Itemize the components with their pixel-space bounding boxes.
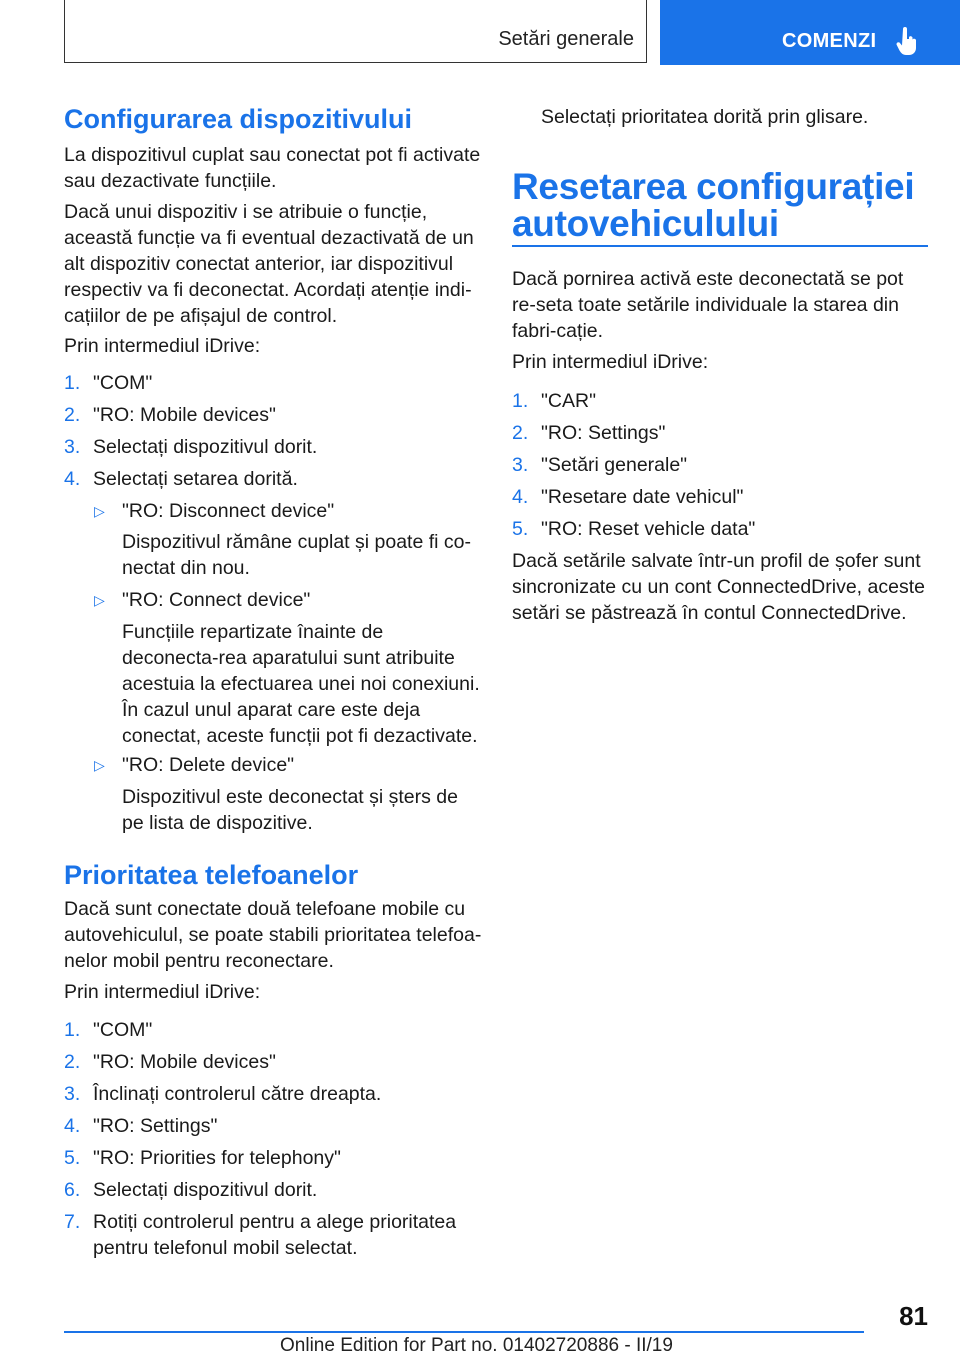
step-number: 1. (512, 390, 529, 412)
paragraph: Dacă pornirea activă este deconectată se pot re-seta toate setările individuale la starea din fabri-cație. (512, 268, 904, 342)
step-number: 1. (64, 372, 81, 394)
step-text: Selectați setarea dorită. (93, 468, 298, 490)
paragraph: Dacă sunt conectate două telefoane mobile cu autovehiculul, se poate stabili prioritatea telefoa-nelor mobil pentru reconectare. (64, 898, 482, 972)
step-number: 5. (512, 518, 529, 540)
paragraph: Dacă setările salvate într-un profil de șofer sunt sincronizate cu un cont ConnectedDrive, aceste setări se păstrează în contul ConnectedDrive. (512, 550, 925, 624)
option-label: "RO: Disconnect device" (122, 500, 335, 522)
step-text: "RO: Settings" (541, 422, 666, 444)
paragraph: La dispozitivul cuplat sau conectat pot fi activate sau dezactivate funcțiile. (64, 144, 481, 192)
bullet-triangle-icon: ▷ (94, 592, 105, 608)
step-text: Rotiți controlerul pentru a alege prioritatea (93, 1211, 457, 1233)
heading-underline (512, 245, 928, 247)
option-description: Funcțiile repartizate înainte de deconecta-rea aparatului sunt atribuite acestuia la efectuarea unei noi conexiuni. În cazul unul aparat care este deja conectat, aceste funcții pot fi dezactivate. (122, 621, 480, 747)
step-text: Selectați dispozitivul dorit. (93, 436, 318, 458)
step-number: 1. (64, 1019, 81, 1041)
step-number: 3. (64, 1083, 81, 1105)
header-section-box (64, 0, 647, 63)
step-text: pentru telefonul mobil selectat. (93, 1237, 358, 1259)
step-number: 2. (64, 1051, 81, 1073)
paragraph: Dacă unui dispozitiv i se atribuie o funcție, această funcție va fi eventual dezactivată de un alt dispozitiv conectat anterior, iar dispozitivul respectiv va fi deconectat. Acordați atenție indi-cațiilor de pe afișajul de control. (64, 201, 474, 327)
paragraph: Selectați prioritatea dorită prin glisare. (541, 106, 869, 128)
step-number: 2. (64, 404, 81, 426)
chapter-tab-label: COMENZI (782, 30, 877, 52)
step-text: "CAR" (541, 390, 597, 412)
step-text: "COM" (93, 372, 153, 394)
step-text: "RO: Priorities for telephony" (93, 1147, 341, 1169)
section-heading-phone-priority: Prioritatea telefoanelor (64, 860, 359, 890)
chapter-heading-line2: autovehiculului (512, 203, 779, 244)
step-number: 4. (512, 486, 529, 508)
option-label: "RO: Connect device" (122, 589, 311, 611)
step-number: 3. (64, 436, 81, 458)
step-text: "Resetare date vehicul" (541, 486, 744, 508)
step-text: "RO: Reset vehicle data" (541, 518, 756, 540)
step-number: 4. (64, 468, 81, 490)
step-number: 7. (64, 1211, 81, 1233)
bullet-triangle-icon: ▷ (94, 757, 105, 773)
chapter-tab[interactable] (660, 0, 960, 65)
section-title: Setări generale (498, 28, 634, 50)
step-text: Selectați dispozitivul dorit. (93, 1179, 318, 1201)
footer-edition: Online Edition for Part no. 01402720886 - II/19 (280, 1335, 673, 1356)
step-text: "Setări generale" (541, 454, 688, 476)
section-heading-device-config: Configurarea dispozitivului (64, 104, 413, 134)
hand-pointer-icon (896, 27, 918, 55)
option-label: "RO: Delete device" (122, 754, 295, 776)
paragraph: Prin intermediul iDrive: (64, 981, 261, 1003)
step-number: 2. (512, 422, 529, 444)
bullet-triangle-icon: ▷ (94, 503, 105, 519)
step-text: "RO: Mobile devices" (93, 404, 276, 426)
step-number: 5. (64, 1147, 81, 1169)
chapter-heading-line1: Resetarea configurației (512, 166, 915, 207)
paragraph: Prin intermediul iDrive: (512, 351, 709, 373)
step-number: 3. (512, 454, 529, 476)
step-text: "RO: Mobile devices" (93, 1051, 276, 1073)
step-number: 4. (64, 1115, 81, 1137)
step-number: 6. (64, 1179, 81, 1201)
step-text: "RO: Settings" (93, 1115, 218, 1137)
option-description: Dispozitivul este deconectat și șters de pe lista de dispozitive. (122, 786, 458, 834)
footer-rule (64, 1331, 864, 1333)
option-description: Dispozitivul rămâne cuplat și poate fi co-nectat din nou. (122, 531, 471, 579)
page-number: 81 (899, 1301, 928, 1331)
step-text: "COM" (93, 1019, 153, 1041)
paragraph: Prin intermediul iDrive: (64, 335, 261, 357)
step-text: Înclinați controlerul către dreapta. (93, 1083, 382, 1105)
